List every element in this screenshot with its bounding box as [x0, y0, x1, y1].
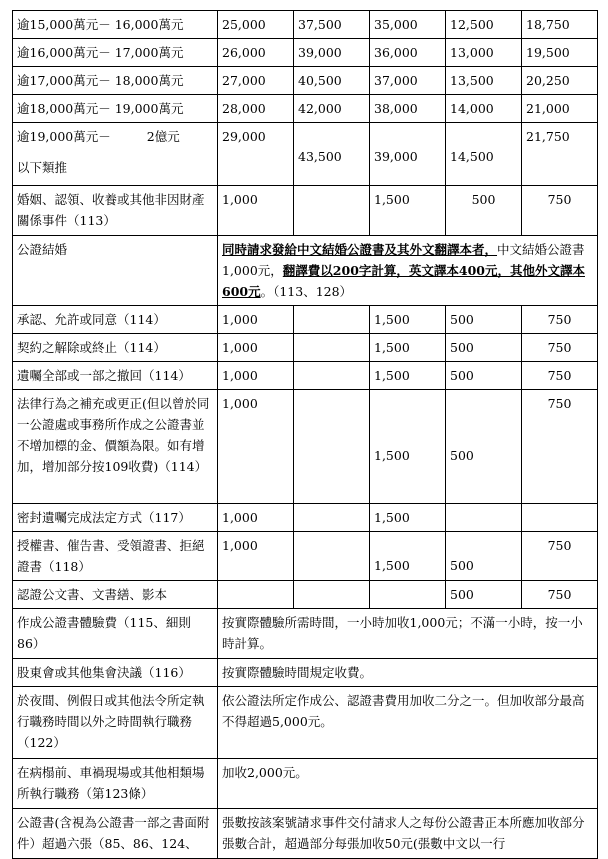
- fee-cell: [294, 504, 370, 532]
- row-item: 公證書(含視為公證書一部之書面附件）超過六張（85、86、124、: [13, 809, 218, 859]
- row-item: 婚姻、認領、收養或其他非因財產關係事件（113）: [13, 186, 218, 236]
- fee-cell: 500: [446, 306, 522, 334]
- row-item: 承認、允許或同意（114）: [13, 306, 218, 334]
- fee-cell: 1,500: [370, 334, 446, 362]
- fee-cell: [294, 362, 370, 390]
- fee-cell: [218, 581, 294, 609]
- table-row: [13, 306, 598, 334]
- table-row: [13, 95, 598, 123]
- table-row: [13, 67, 598, 95]
- fee-cell: 20,250: [522, 67, 598, 95]
- table-row: [13, 659, 598, 687]
- table-row: [13, 123, 598, 186]
- fee-cell: 500: [446, 532, 522, 581]
- fee-cell: 36,000: [370, 39, 446, 67]
- fee-cell: [370, 581, 446, 609]
- fee-cell: 1,500: [370, 504, 446, 532]
- fee-cell: [446, 504, 522, 532]
- row-item-part: 2億元: [146, 129, 180, 144]
- fee-cell: [294, 581, 370, 609]
- fee-cell: 500: [446, 334, 522, 362]
- fee-rule-text: 依公證法所定作成公、認證書費用加收二分之一。但加收部分最高不得超過5,000元。: [218, 687, 598, 759]
- fee-cell: 27,000: [218, 67, 294, 95]
- table-row: [13, 39, 598, 67]
- fee-cell: 750: [522, 362, 598, 390]
- fee-cell: [522, 504, 598, 532]
- fee-cell: 13,500: [446, 67, 522, 95]
- fee-cell: 500: [446, 186, 522, 236]
- table-row: [13, 390, 598, 504]
- fee-cell: 40,500: [294, 67, 370, 95]
- fee-cell: [294, 390, 370, 504]
- fee-cell: 750: [522, 581, 598, 609]
- table-row: [13, 504, 598, 532]
- fee-rule-text: 張數按該案號請求事件交付請求人之每份公證書正本所應加收部分張數合計，超過部分每張加收50元(張數中文以一行: [218, 809, 598, 859]
- fee-cell: 1,500: [370, 306, 446, 334]
- fee-cell: 28,000: [218, 95, 294, 123]
- fee-cell: 21,000: [522, 95, 598, 123]
- fee-rule-text: 按實際體驗所需時間，一小時加收1,000元；不滿一小時，按一小時計算。: [218, 609, 598, 659]
- fee-cell: 37,500: [294, 11, 370, 39]
- fee-cell: 1,500: [370, 390, 446, 504]
- row-item: 授權書、催告書、受領證書、拒絕證書（118）: [13, 532, 218, 581]
- row-item-part: 以下類推: [17, 160, 68, 175]
- row-item: 股東會或其他集會決議（116）: [13, 659, 218, 687]
- fee-cell: 500: [446, 581, 522, 609]
- fee-cell: 14,500: [446, 123, 522, 186]
- row-item: 契約之解除或終止（114）: [13, 334, 218, 362]
- note-bold: 同時請求發給中文結婚公證書及其外文翻譯本者，: [222, 242, 498, 257]
- table-row: [13, 609, 598, 659]
- wedding-fee-note: [218, 236, 598, 306]
- fee-cell: 1,000: [218, 390, 294, 504]
- fee-cell: 750: [522, 390, 598, 504]
- fee-table-page: [12, 10, 597, 859]
- row-item: 認證公文書、文書繕、影本: [13, 581, 218, 609]
- table-row: [13, 362, 598, 390]
- row-item: 密封遺囑完成法定方式（117）: [13, 504, 218, 532]
- row-item: 逾18,000萬元－ 19,000萬元: [13, 95, 218, 123]
- table-row: [13, 11, 598, 39]
- fee-cell: 38,000: [370, 95, 446, 123]
- row-item: 逾16,000萬元－ 17,000萬元: [13, 39, 218, 67]
- fee-cell: [294, 532, 370, 581]
- fee-cell: 750: [522, 306, 598, 334]
- fee-cell: 21,750: [522, 123, 598, 186]
- fee-cell: 1,500: [370, 362, 446, 390]
- row-item: 作成公證書體驗費（115、細則86）: [13, 609, 218, 659]
- table-row: [13, 532, 598, 581]
- fee-table: [12, 10, 598, 859]
- fee-cell: 1,500: [370, 186, 446, 236]
- fee-cell: 1,000: [218, 306, 294, 334]
- fee-cell: 1,000: [218, 334, 294, 362]
- fee-cell: 29,000: [218, 123, 294, 186]
- fee-cell: 37,000: [370, 67, 446, 95]
- row-item: 逾17,000萬元－ 18,000萬元: [13, 67, 218, 95]
- fee-cell: 1,000: [218, 186, 294, 236]
- fee-cell: 1,000: [218, 504, 294, 532]
- fee-cell: 26,000: [218, 39, 294, 67]
- fee-cell: 12,500: [446, 11, 522, 39]
- table-row: [13, 809, 598, 859]
- table-row: [13, 759, 598, 809]
- fee-rule-text: 加收2,000元。: [218, 759, 598, 809]
- row-item-part: 逾19,000萬元－: [17, 129, 111, 144]
- fee-cell: 500: [446, 362, 522, 390]
- fee-cell: [294, 186, 370, 236]
- row-item: 遺囑全部或一部之撤回（114）: [13, 362, 218, 390]
- table-row: [13, 581, 598, 609]
- fee-cell: 35,000: [370, 11, 446, 39]
- fee-cell: 14,000: [446, 95, 522, 123]
- fee-cell: 39,000: [294, 39, 370, 67]
- row-item: 於夜間、例假日或其他法令所定執行職務時間以外之時間執行職務（122）: [13, 687, 218, 759]
- row-item: 公證結婚: [13, 236, 218, 306]
- row-item: 在病榻前、車禍現場或其他相類場所執行職務（第123條）: [13, 759, 218, 809]
- table-row: [13, 687, 598, 759]
- fee-cell: 13,000: [446, 39, 522, 67]
- fee-cell: 25,000: [218, 11, 294, 39]
- fee-cell: 750: [522, 334, 598, 362]
- fee-cell: 1,000: [218, 362, 294, 390]
- table-row: [13, 186, 598, 236]
- table-row: [13, 334, 598, 362]
- row-item: 逾15,000萬元－ 16,000萬元: [13, 11, 218, 39]
- fee-cell: [294, 334, 370, 362]
- fee-rule-text: 按實際體驗時間規定收費。: [218, 659, 598, 687]
- fee-cell: [294, 306, 370, 334]
- row-item: [13, 123, 218, 186]
- fee-cell: 18,750: [522, 11, 598, 39]
- note-text: 。（113、128）: [260, 284, 353, 299]
- table-row: [13, 236, 598, 306]
- fee-cell: 19,500: [522, 39, 598, 67]
- note-text: 中文結婚公證書1,000元，: [222, 242, 585, 278]
- row-item: 法律行為之補充或更正(但以曾於同一公證處或事務所作成之公證書並不增加標的金、價額為限。如有增加，增加部分按109收費)（114）: [13, 390, 218, 504]
- fee-cell: 500: [446, 390, 522, 504]
- fee-cell: 39,000: [370, 123, 446, 186]
- fee-cell: 43,500: [294, 123, 370, 186]
- fee-cell: 1,500: [370, 532, 446, 581]
- fee-cell: 750: [522, 532, 598, 581]
- note-bold: 翻譯費以200字計算，英文譯本400元，其他外文譯本600元: [222, 263, 585, 299]
- fee-cell: 42,000: [294, 95, 370, 123]
- fee-cell: 750: [522, 186, 598, 236]
- fee-cell: 1,000: [218, 532, 294, 581]
